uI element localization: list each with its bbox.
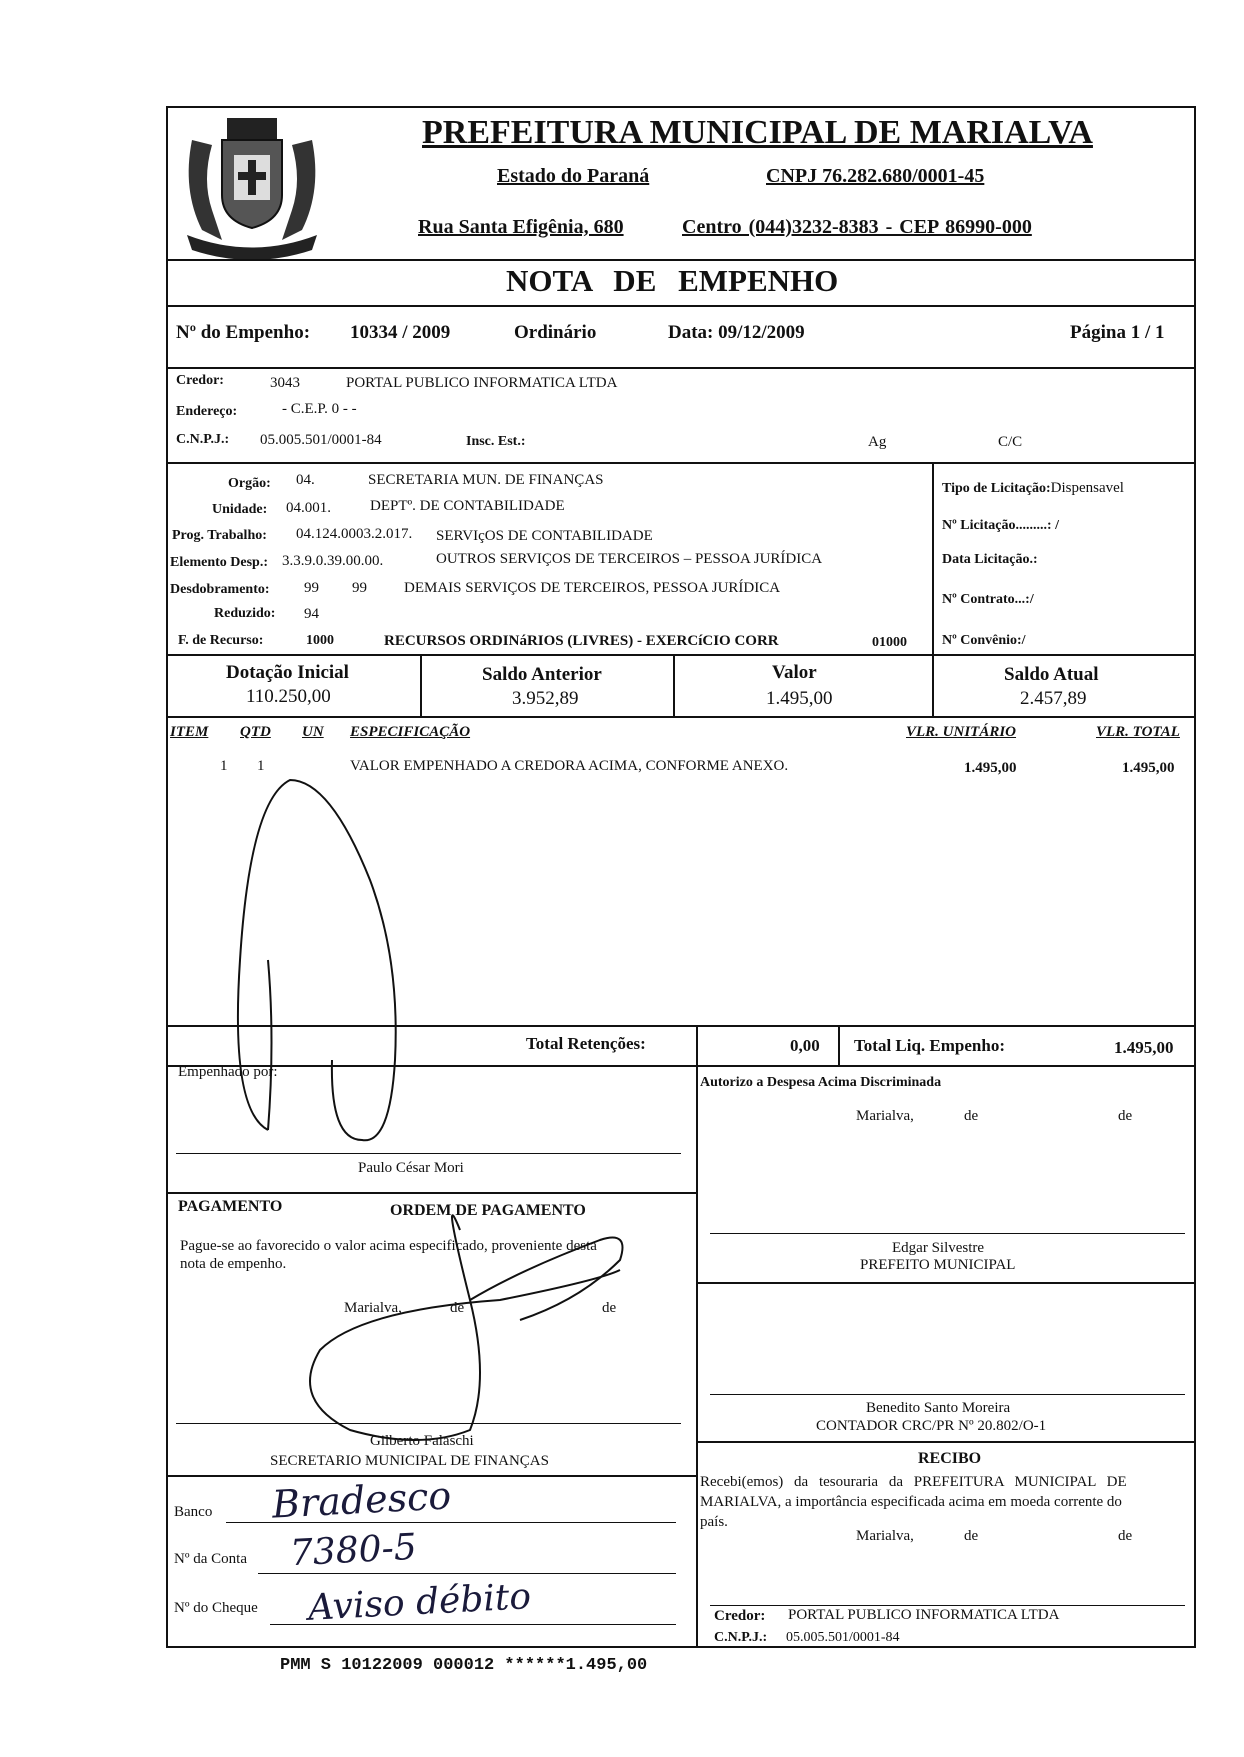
handwritten-banco: Bradesco <box>270 1473 453 1527</box>
empenhado-name: Paulo César Mori <box>358 1160 464 1176</box>
pagamento-text-1: Pague-se ao favorecido o valor acima especificado, proveniente desta <box>180 1238 597 1254</box>
saldo-anterior-label: Saldo Anterior <box>482 664 602 685</box>
items-header-un: UN <box>302 724 324 740</box>
licitacao-tipo-value: Dispensavel <box>1050 480 1124 496</box>
prefeito-title: PREFEITO MUNICIPAL <box>860 1257 1016 1273</box>
credor-label: Credor: <box>176 373 224 388</box>
cnpj-label: C.N.P.J.: <box>176 432 230 447</box>
ordem-pagamento-label: ORDEM DE PAGAMENTO <box>390 1202 586 1219</box>
desdobramento-code1: 99 <box>304 580 319 596</box>
desdobramento-code2: 99 <box>352 580 367 596</box>
reduzido-label: Reduzido: <box>214 606 276 621</box>
contador-name: Benedito Santo Moreira <box>866 1400 1011 1416</box>
banco-label: Banco <box>174 1504 213 1520</box>
licitacao-tipo-label: Tipo de Licitação:Dispensavel <box>942 480 1124 496</box>
handwritten-cheque: Aviso débito <box>307 1576 532 1629</box>
saldo-atual-value: 2.457,89 <box>1020 688 1087 709</box>
orgao-code: 04. <box>296 472 315 488</box>
autorizo-city: Marialva, <box>856 1108 914 1124</box>
item-qtd: 1 <box>257 758 265 774</box>
footer-stamp: PMM S 10122009 000012 ******1.495,00 <box>280 1656 648 1675</box>
saldo-atual-label: Saldo Atual <box>1004 664 1099 685</box>
page-number: Página 1 / 1 <box>1070 322 1165 343</box>
items-header-item: ITEM <box>170 724 209 740</box>
recurso-name: RECURSOS ORDINáRIOS (LIVRES) - EXERCíCIO CORR <box>384 633 779 649</box>
ag-label: Ag <box>868 434 887 450</box>
item-total-value: 1.495,00 <box>1122 760 1175 776</box>
insc-est-label: Insc. Est.: <box>466 434 526 449</box>
document-title: NOTA DE EMPENHO <box>506 263 839 298</box>
contador-title: CONTADOR CRC/PR Nº 20.802/O-1 <box>816 1418 1047 1434</box>
contrato-number: Nº Contrato...:/ <box>942 592 1034 607</box>
autorizo-de2: de <box>1118 1108 1133 1124</box>
recibo-title: RECIBO <box>918 1450 982 1467</box>
secretario-name: Gilberto Falaschi <box>370 1433 474 1449</box>
header-cnpj: CNPJ 76.282.680/0001-45 <box>766 165 985 187</box>
licitacao-numero: Nº Licitação.........: / <box>942 518 1059 533</box>
orgao-label: Orgão: <box>228 476 271 491</box>
prog-label: Prog. Trabalho: <box>172 528 267 543</box>
empenho-date: Data: 09/12/2009 <box>668 322 805 343</box>
recibo-city: Marialva, <box>856 1528 914 1544</box>
prog-name: SERVIçOS DE CONTABILIDADE <box>436 528 653 544</box>
elemento-code: 3.3.9.0.39.00.00. <box>282 553 384 569</box>
retencoes-label: Total Retenções: <box>526 1034 646 1053</box>
recibo-cnpj-label: C.N.P.J.: <box>714 1630 768 1645</box>
desdobramento-label: Desdobramento: <box>170 582 270 597</box>
items-header-spec: ESPECIFICAÇÃO <box>350 724 471 740</box>
items-header-total: VLR. TOTAL <box>1096 724 1180 740</box>
item-unit-value: 1.495,00 <box>964 760 1017 776</box>
pagamento-de1: de <box>450 1300 465 1316</box>
elemento-name: OUTROS SERVIÇOS DE TERCEIROS – PESSOA JURÍDICA <box>436 551 823 567</box>
reduzido-code: 94 <box>304 606 319 622</box>
empenho-number-label: Nº do Empenho: <box>176 322 311 343</box>
prog-code: 04.124.0003.2.017. <box>296 526 413 542</box>
item-spec: VALOR EMPENHADO A CREDORA ACIMA, CONFORME ANEXO. <box>350 758 789 774</box>
credor-code: 3043 <box>270 375 300 391</box>
valor-value: 1.495,00 <box>766 688 833 709</box>
saldo-anterior-value: 3.952,89 <box>512 688 579 709</box>
pagamento-city: Marialva, <box>344 1300 402 1316</box>
recibo-text-2: MARIALVA, a importância especificada acima em moeda corrente do <box>700 1494 1122 1510</box>
empenho-number: 10334 / 2009 <box>350 322 451 343</box>
unidade-code: 04.001. <box>286 500 331 516</box>
header-district-phone: Centro (044)3232-8383 - CEP 86990-000 <box>682 216 1032 238</box>
recibo-credor-label: Credor: <box>714 1608 766 1624</box>
item-number: 1 <box>220 758 228 774</box>
pagamento-de2: de <box>602 1300 617 1316</box>
pagamento-text-2: nota de empenho. <box>180 1256 287 1272</box>
state-name: Estado do Paraná <box>497 165 650 187</box>
empenhado-label: Empenhado por: <box>178 1064 278 1080</box>
convenio-number: Nº Convênio:/ <box>942 633 1026 648</box>
recibo-cnpj: 05.005.501/0001-84 <box>786 1630 900 1645</box>
valor-label: Valor <box>772 662 817 683</box>
items-header-unit: VLR. UNITÁRIO <box>906 724 1017 740</box>
recibo-credor-name: PORTAL PUBLICO INFORMATICA LTDA <box>788 1607 1060 1623</box>
liquido-value: 1.495,00 <box>1114 1038 1174 1057</box>
recibo-text-1: Recebi(emos) da tesouraria da PREFEITURA MUNICIPAL DE <box>700 1474 1127 1490</box>
desdobramento-name: DEMAIS SERVIÇOS DE TERCEIROS, PESSOA JURÍDICA <box>404 580 781 596</box>
orgao-name: SECRETARIA MUN. DE FINANÇAS <box>368 472 604 488</box>
dotacao-label: Dotação Inicial <box>226 662 349 683</box>
cc-label: C/C <box>998 434 1023 450</box>
header-address: Rua Santa Efigênia, 680 <box>418 216 624 238</box>
autorizo-de1: de <box>964 1108 979 1124</box>
licitacao-data: Data Licitação.: <box>942 552 1038 567</box>
secretario-title: SECRETARIO MUNICIPAL DE FINANÇAS <box>270 1453 549 1469</box>
unidade-label: Unidade: <box>212 502 268 517</box>
address-label: Endereço: <box>176 404 238 419</box>
recibo-de2: de <box>1118 1528 1133 1544</box>
handwritten-conta: 7380-5 <box>289 1526 418 1575</box>
conta-label: Nº da Conta <box>174 1551 247 1567</box>
credor-cnpj: 05.005.501/0001-84 <box>260 432 382 448</box>
autorizo-label: Autorizo a Despesa Acima Discriminada <box>700 1075 942 1090</box>
page-title: PREFEITURA MUNICIPAL DE MARIALVA <box>422 114 1093 151</box>
elemento-label: Elemento Desp.: <box>170 555 268 570</box>
unidade-name: DEPTº. DE CONTABILIDADE <box>370 498 565 514</box>
pagamento-label: PAGAMENTO <box>178 1198 283 1215</box>
liquido-label: Total Liq. Empenho: <box>854 1036 1005 1055</box>
credor-name: PORTAL PUBLICO INFORMATICA LTDA <box>346 375 618 391</box>
items-header-qtd: QTD <box>240 724 271 740</box>
recibo-text-3: país. <box>700 1514 728 1530</box>
recurso-label: F. de Recurso: <box>178 633 264 648</box>
empenho-type: Ordinário <box>514 322 597 343</box>
cheque-label: Nº do Cheque <box>174 1600 258 1616</box>
prefeito-name: Edgar Silvestre <box>892 1240 985 1256</box>
recurso-code: 1000 <box>306 633 334 648</box>
recurso-code2: 01000 <box>872 635 907 650</box>
dotacao-value: 110.250,00 <box>246 686 331 707</box>
credor-address: - C.E.P. 0 - - <box>282 401 357 417</box>
recibo-de1: de <box>964 1528 979 1544</box>
retencoes-value: 0,00 <box>790 1036 820 1055</box>
